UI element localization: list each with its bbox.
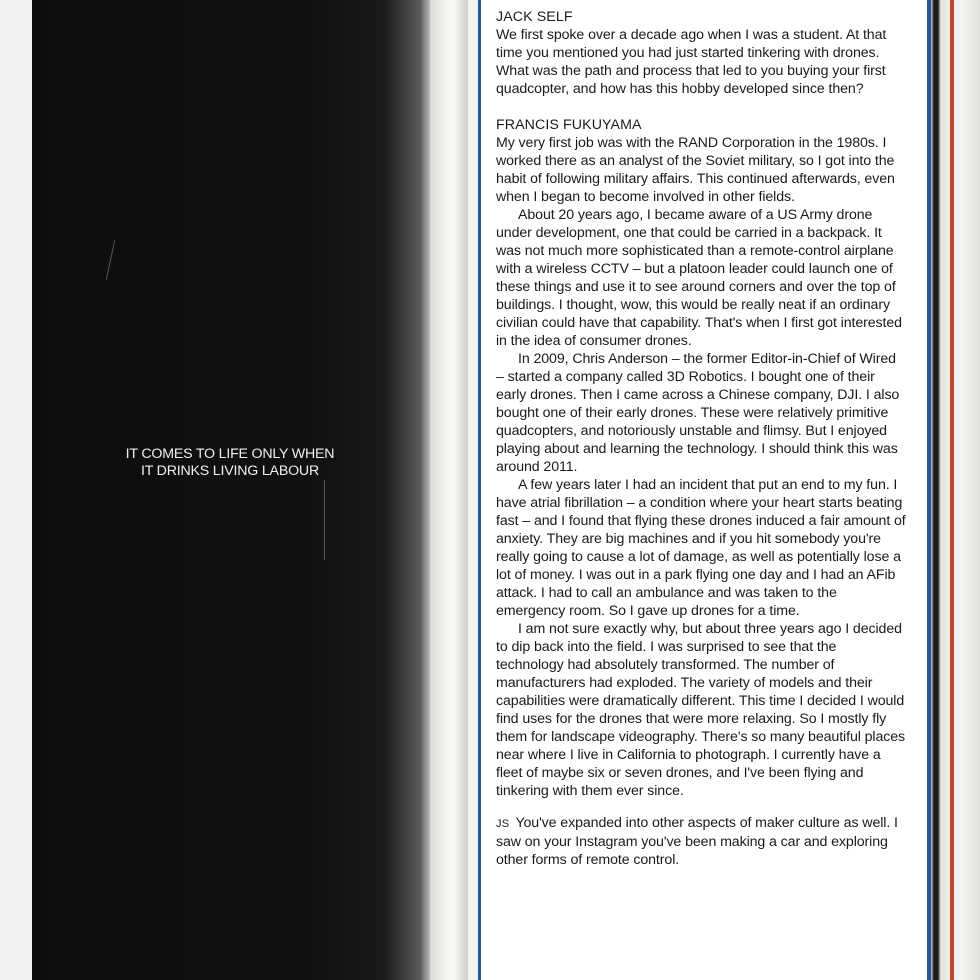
question-paragraph [496, 814, 906, 869]
answer-paragraph: My very first job was with the RAND Corporation in the 1980s. I worked there as an analyst of the Soviet military, so I got into the habit of following military affairs. This continued afterwards, even when I began to become involved in other fields. [496, 135, 895, 205]
answer-paragraph: I am not sure exactly why, but about three years ago I decided to dip back into the field. I was surprised to see that the technology had absolutely transformed. The number of manufacturers had exploded. The variety of models and their capabilities were dramatically different. This time I decided I would find uses for the drones that were more relaxing. So I mostly fly them for landscape videography. There's so many beautiful places near where I live in California to photograph. I currently have a fleet of maybe six or seven drones, and I've been flying and tinkering with them ever since. [496, 621, 906, 799]
question-paragraph: We first spoke over a decade ago when I was a student. At that time you mentioned you had just started tinkering with drones. What was the path and process that led to you buying your first quadcopter, and how has this hobby developed since then? [496, 27, 887, 97]
page-edge-strip [931, 0, 980, 980]
scratch-mark [106, 240, 115, 279]
page-gutter [430, 0, 470, 980]
answer-paragraph: A few years later I had an incident that put an end to my fun. I have atrial fibrillation – a condition where your heart starts beating fast – and I found that flying these drones induced a fair amount of anxiety. They are big machines and if you hit somebody you're really going to cause a lot of damage, as well as potentially lose a lot of money. I was out in a park flying one day and I had an AFib attack. I had to call an ambulance and was taken to the emergency room. So I gave up drones for a time. [496, 477, 906, 619]
left-page [0, 0, 440, 980]
answer-paragraph: In 2009, Chris Anderson – the former Editor-in-Chief of Wired – started a company called 3D Robotics. I bought one of their early drones. Then I came across a Chinese company, DJI. I also bought one of their early drones. These were relatively primitive quadcopters, and notoriously unstable and flimsy. But I enjoyed playing about and learning the technology. I should think this was around 2011. [496, 351, 900, 475]
speaker-initials: JS [496, 818, 510, 830]
black-image-panel [32, 0, 432, 980]
question-text: You've expanded into other aspects of maker culture as well. I saw on your Instagram you've been making a car and exploring other forms of remote control. [496, 815, 898, 868]
speaker-name: JACK SELF [496, 9, 573, 25]
red-page-edge [950, 0, 954, 980]
interview-text [496, 8, 906, 869]
scratch-mark [324, 480, 325, 560]
answer-paragraph: About 20 years ago, I became aware of a US Army drone under development, one that could be carried in a backpack. It was not much more sophisticated than a remote-control airplane with a wireless CCTV – but a platoon leader could launch one of these things and use it to see around corners and over the top of buildings. I thought, wow, this would be really neat if an ordinary civilian could have that capability. That's when I first got interested in the idea of consumer drones. [496, 207, 902, 349]
speaker-name: FRANCIS FUKUYAMA [496, 117, 642, 133]
pull-quote: IT COMES TO LIFE ONLY WHEN IT DRINKS LIVING LABOUR [125, 446, 335, 479]
